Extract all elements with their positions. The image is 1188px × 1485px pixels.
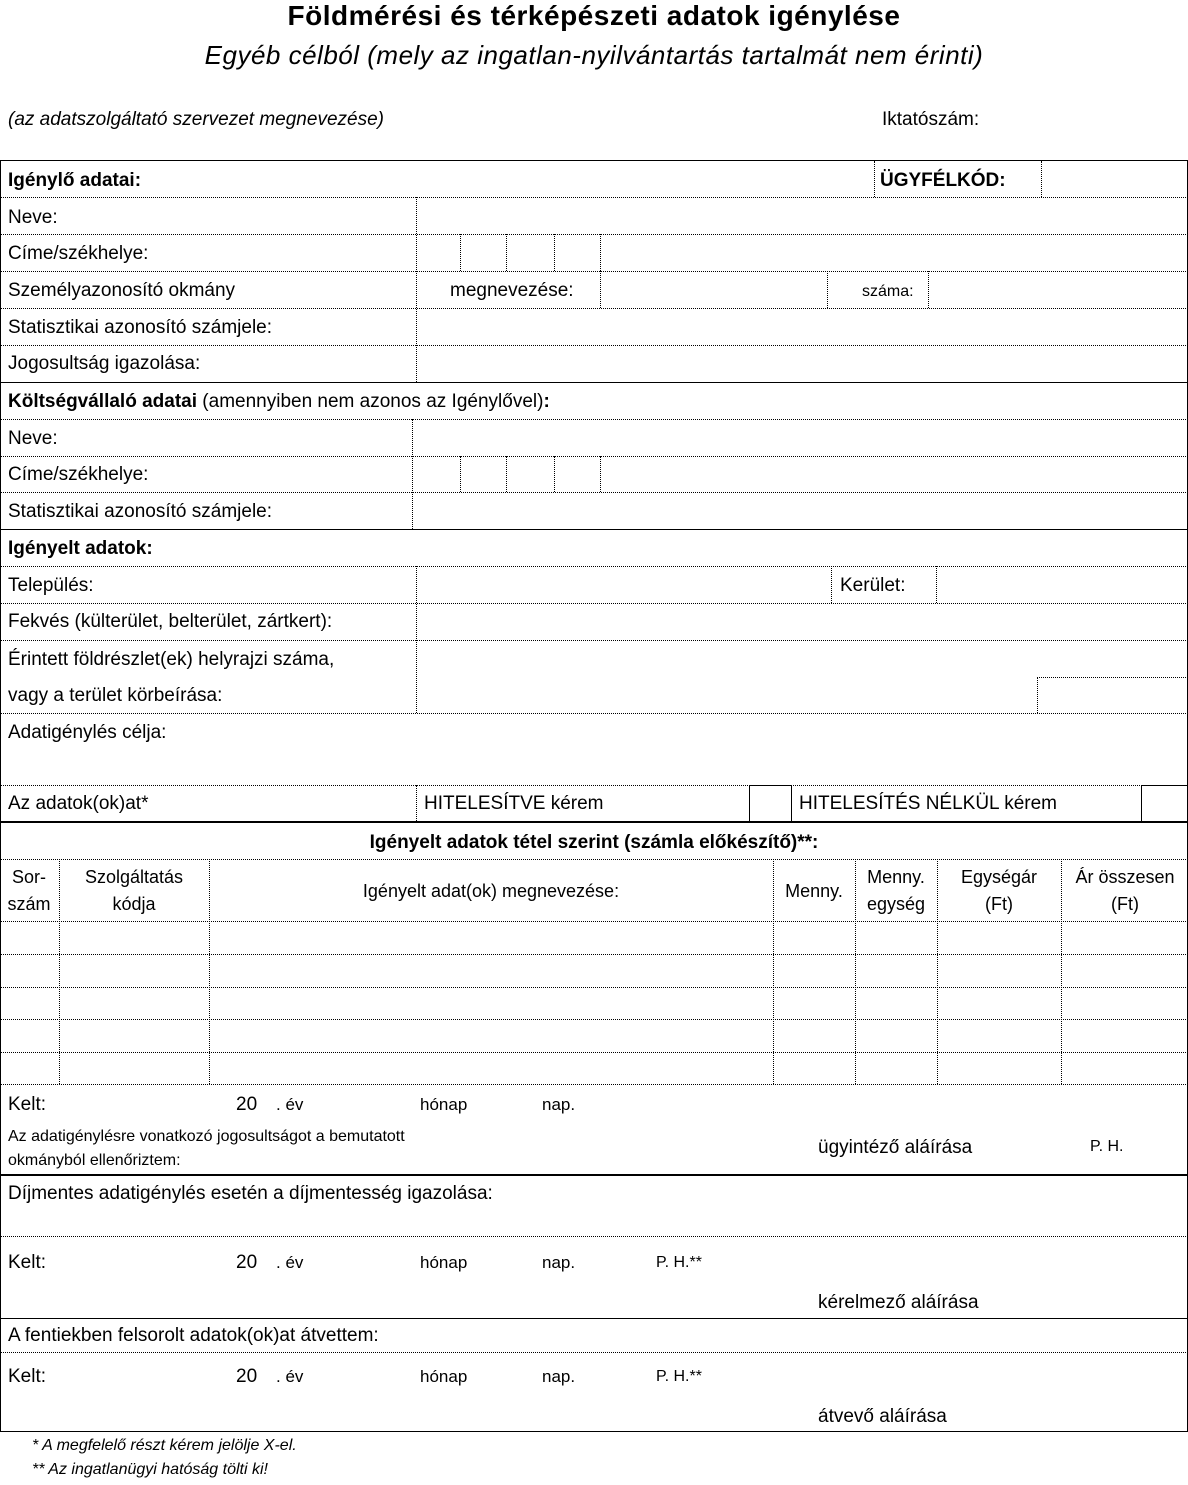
kelt-year-2: 20 [236,1252,258,1273]
hitelesites-nelkul-checkbox[interactable] [1141,785,1188,822]
koltsegvallalo-stat-input[interactable] [414,495,1186,528]
kelt-ev-2: . év [276,1253,304,1272]
kelt-ev-3: . év [276,1367,304,1386]
col-header-egysegar: Egységár (Ft) [960,867,1038,914]
ph-stamp: P. H. [1090,1138,1124,1155]
celja-input[interactable] [200,716,1186,782]
dijmentes-label: Díjmentes adatigénylés esetén a díjmentesség igazolása: [8,1183,493,1204]
footnote-1: * A megfelelő részt kérem jelölje X-el. [32,1437,297,1454]
ugyfelkod-input[interactable] [1043,163,1186,195]
kelt-honap-2: hónap [420,1253,468,1272]
kelt-label-3: Kelt: [8,1366,47,1387]
erintett-label-line2: vagy a terület körbeírása: [8,685,223,706]
igenylo-iranyitoszam-1[interactable] [418,237,459,270]
tetel-heading: Igényelt adatok tétel szerint (számla előkészítő)**: [369,832,819,853]
igenylo-cime-input[interactable] [602,237,1186,270]
col-header-sorszam: Sor- szám [7,867,51,914]
ugyfelkod-label: ÜGYFÉLKÓD: [880,170,1006,191]
kelt-nap-2: nap. [542,1253,576,1272]
koltsegvallalo-iranyitoszam-1[interactable] [414,459,459,491]
kelt-honap-3: hónap [420,1367,468,1386]
col-header-megnevezes: Igényelt adat(ok) megnevezése: [362,881,620,901]
org-label: (az adatszolgáltató szervezet megnevezése) [8,109,384,130]
page-subtitle: Egyéb célból (mely az ingatlan-nyilvántartás tartalmát nem érinti) [204,40,984,70]
koltsegvallalo-heading-colon: : [543,391,550,412]
igenylo-neve-label: Neve: [8,207,58,228]
kelt-label-2: Kelt: [8,1252,47,1273]
iktatoszam-label: Iktatószám: [882,109,980,130]
kelt-year-1: 20 [236,1094,258,1115]
igenylo-stat-input[interactable] [418,311,1186,344]
erintett-label-line1: Érintett földrészlet(ek) helyrajzi száma, [8,649,335,670]
koltsegvallalo-heading-bold: Költségvállaló adatai [8,391,198,412]
hitelesitve-label: HITELESÍTVE kérem [424,793,604,814]
dijmentes-input[interactable] [4,1207,1186,1235]
celja-label: Adatigénylés célja: [8,722,167,743]
telepules-input[interactable] [418,569,830,602]
ellenoriz-line1: Az adatigénylésre vonatkozó jogosultságot a bemutatott [8,1128,405,1145]
ellenoriz-line2: okmányból ellenőriztem: [8,1152,181,1169]
ph-stamp-3: P. H.** [656,1368,702,1385]
table-row[interactable] [0,1020,1188,1052]
erintett-input[interactable] [418,643,1036,711]
igenylo-neve-input[interactable] [418,200,1186,233]
koltsegvallalo-neve-label: Neve: [8,428,58,449]
koltsegvallalo-iranyitoszam-2[interactable] [461,459,505,491]
col-header-menny: Menny. [785,881,843,901]
adatok-label: Az adatok(ok)at* [8,793,149,814]
kelt-label-1: Kelt: [8,1094,47,1115]
okmany-megnevezese-label: megnevezése: [450,280,574,301]
col-header-menny-egyseg: Menny. egység [866,867,926,914]
igenylo-okmany-label: Személyazonosító okmány [8,280,236,301]
koltsegvallalo-cime-label: Címe/székhelye: [8,464,149,485]
igenylo-iranyitoszam-2[interactable] [461,237,505,270]
kelt-nap-1: nap. [542,1095,576,1114]
table-row[interactable] [0,955,1188,987]
koltsegvallalo-stat-label: Statisztikai azonosító számjele: [8,501,273,522]
atvevo-alairasa: átvevő aláírása [818,1406,947,1427]
igenylo-iranyitoszam-4[interactable] [555,237,599,270]
telepules-label: Település: [8,575,94,596]
igenylo-jogosultsag-label: Jogosultság igazolása: [8,353,201,374]
table-row[interactable] [0,922,1188,954]
atvettem-label: A fentiekben felsorolt adatok(ok)at átvettem: [8,1325,379,1346]
igenylo-stat-label: Statisztikai azonosító számjele: [8,317,273,338]
table-row[interactable] [0,1053,1188,1084]
igenylo-jogosultsag-input[interactable] [418,348,1186,381]
page-title: Földmérési és térképészeti adatok igénylése [287,0,901,31]
koltsegvallalo-heading-note: (amennyiben nem azonos az Igénylővel) [197,391,544,412]
section-igenyelt-heading: Igényelt adatok: [8,538,153,559]
kelt-year-3: 20 [236,1366,258,1387]
okmany-szama-input[interactable] [930,274,1186,307]
fekves-label: Fekvés (külterület, belterület, zártkert): [8,611,333,632]
koltsegvallalo-cime-input[interactable] [602,459,1186,491]
section-koltsegvallalo-heading [8,391,550,413]
fekves-input[interactable] [418,606,1186,639]
okmany-szama-label: száma: [862,283,914,300]
kerulet-input[interactable] [938,569,1186,602]
kelt-honap-1: hónap [420,1095,468,1114]
kerulet-label: Kerület: [840,575,906,596]
koltsegvallalo-iranyitoszam-3[interactable] [507,459,553,491]
section-igenylo-heading: Igénylő adatai: [8,170,142,191]
ph-stamp-2: P. H.** [656,1254,702,1271]
kelt-nap-3: nap. [542,1367,576,1386]
col-header-ar-osszesen: Ár összesen (Ft) [1075,867,1175,914]
erintett-extra-input[interactable] [1039,679,1186,711]
koltsegvallalo-iranyitoszam-4[interactable] [555,459,599,491]
table-row[interactable] [0,988,1188,1019]
kelt-ev-1: . év [276,1095,304,1114]
col-header-szolgaltatas: Szolgáltatás kódja [84,867,184,914]
igenylo-cime-label: Címe/székhelye: [8,243,149,264]
koltsegvallalo-neve-input[interactable] [414,422,1186,455]
hitelesites-nelkul-label: HITELESÍTÉS NÉLKÜL kérem [799,793,1057,814]
okmany-megnevezese-input[interactable] [602,274,826,307]
hitelesitve-checkbox[interactable] [749,785,792,822]
kerelmezo-alairasa: kérelmező aláírása [818,1292,979,1313]
ugyintezo-alairasa: ügyintéző aláírása [818,1137,973,1158]
footnote-2: ** Az ingatlanügyi hatóság tölti ki! [32,1461,268,1478]
igenylo-iranyitoszam-3[interactable] [507,237,553,270]
